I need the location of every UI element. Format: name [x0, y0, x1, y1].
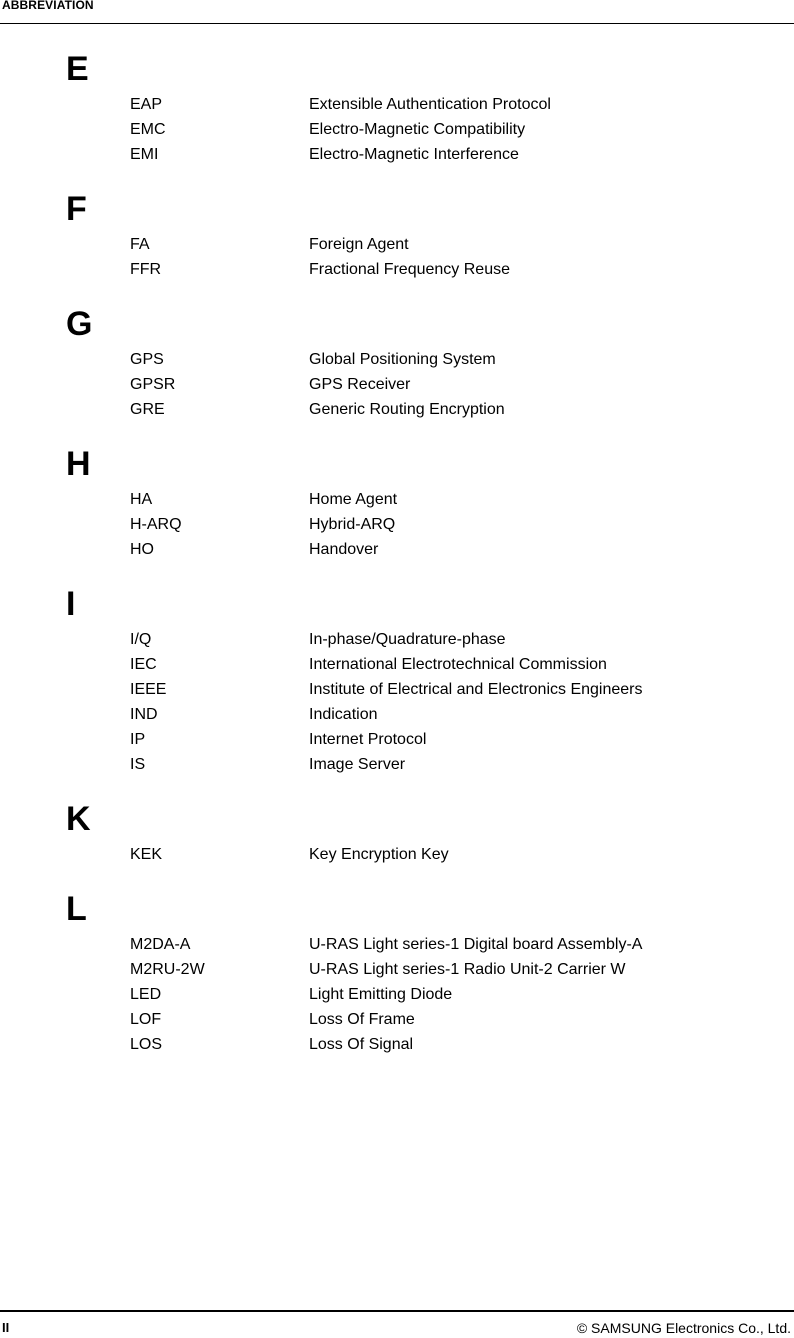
section-k — [0, 797, 794, 887]
abbreviation-term: H-ARQ — [130, 516, 182, 533]
abbreviation-entry — [0, 727, 794, 752]
abbreviation-entry — [0, 142, 794, 167]
section-f — [0, 187, 794, 302]
section-letter: H — [66, 445, 91, 483]
section-letter: F — [66, 190, 87, 228]
section-letter: E — [66, 50, 89, 88]
abbreviation-term: LOF — [130, 1011, 162, 1028]
abbreviation-term: EAP — [130, 96, 163, 113]
page-header — [0, 0, 794, 24]
abbreviation-definition: Electro-Magnetic Compatibility — [309, 121, 526, 138]
abbreviation-entry — [0, 627, 794, 652]
abbreviation-definition: International Electrotechnical Commission — [309, 656, 607, 673]
abbreviation-term: IND — [130, 706, 158, 723]
section-h — [0, 442, 794, 582]
abbreviation-definition: GPS Receiver — [309, 376, 411, 393]
abbreviation-definition: Global Positioning System — [309, 351, 496, 368]
abbreviation-entry — [0, 537, 794, 562]
abbreviation-definition: Light Emitting Diode — [309, 986, 453, 1003]
abbreviation-definition: Electro-Magnetic Interference — [309, 146, 519, 163]
section-spacer — [0, 422, 794, 442]
section-letter: I — [66, 585, 76, 623]
abbreviation-definition: Home Agent — [309, 491, 398, 508]
section-letter: G — [66, 305, 93, 343]
page-number: II — [2, 1320, 10, 1335]
abbreviation-term: M2RU-2W — [130, 961, 205, 978]
abbreviation-entry — [0, 397, 794, 422]
abbreviation-entry — [0, 92, 794, 117]
abbreviation-definition: Hybrid-ARQ — [309, 516, 396, 533]
abbreviation-entry — [0, 347, 794, 372]
abbreviation-entry — [0, 957, 794, 982]
abbreviation-definition: Extensible Authentication Protocol — [309, 96, 551, 113]
abbreviation-term: LOS — [130, 1036, 163, 1053]
page-footer — [0, 1310, 794, 1338]
abbreviation-definition: U-RAS Light series-1 Radio Unit-2 Carrier W — [309, 961, 626, 978]
section-l — [0, 887, 794, 1057]
abbreviation-term: EMC — [130, 121, 166, 138]
abbreviation-definition: Generic Routing Encryption — [309, 401, 505, 418]
abbreviation-term: GRE — [130, 401, 165, 418]
abbreviation-entry — [0, 232, 794, 257]
section-i — [0, 582, 794, 797]
abbreviation-term: M2DA-A — [130, 936, 191, 953]
abbreviation-definition: Fractional Frequency Reuse — [309, 261, 510, 278]
section-spacer — [0, 167, 794, 187]
abbreviation-entry — [0, 842, 794, 867]
abbreviation-definition: Internet Protocol — [309, 731, 427, 748]
abbreviation-definition: Loss Of Frame — [309, 1011, 415, 1028]
copyright-notice: © SAMSUNG Electronics Co., Ltd. — [576, 1320, 791, 1336]
abbreviation-entry — [0, 512, 794, 537]
abbreviation-entry — [0, 117, 794, 142]
abbreviation-definition: Image Server — [309, 756, 406, 773]
abbreviation-term: HO — [130, 541, 154, 558]
abbreviation-entry — [0, 932, 794, 957]
abbreviation-term: IS — [130, 756, 146, 773]
abbreviation-entry — [0, 1032, 794, 1057]
section-letter: K — [66, 800, 91, 838]
abbreviation-term: EMI — [130, 146, 159, 163]
abbreviation-entry — [0, 1007, 794, 1032]
section-spacer — [0, 777, 794, 797]
abbreviation-entry — [0, 702, 794, 727]
abbreviation-definition: Handover — [309, 541, 379, 558]
abbreviation-entry — [0, 257, 794, 282]
abbreviation-term: HA — [130, 491, 153, 508]
abbreviation-definition: U-RAS Light series-1 Digital board Assembly-A — [309, 936, 643, 953]
abbreviation-list — [0, 47, 794, 1057]
abbreviation-term: IP — [130, 731, 146, 748]
section-letter: L — [66, 890, 87, 928]
abbreviation-entry — [0, 487, 794, 512]
abbreviation-term: KEK — [130, 846, 163, 863]
abbreviation-definition: Indication — [309, 706, 378, 723]
abbreviation-term: I/Q — [130, 631, 152, 648]
abbreviation-definition: In-phase/Quadrature-phase — [309, 631, 506, 648]
section-spacer — [0, 867, 794, 887]
section-g — [0, 302, 794, 442]
section-spacer — [0, 282, 794, 302]
abbreviation-term: GPS — [130, 351, 164, 368]
abbreviation-entry — [0, 652, 794, 677]
header-title: ABBREVIATION — [2, 0, 94, 12]
abbreviation-term: IEEE — [130, 681, 167, 698]
abbreviation-term: FA — [130, 236, 150, 253]
section-spacer — [0, 562, 794, 582]
abbreviation-entry — [0, 677, 794, 702]
abbreviation-entry — [0, 752, 794, 777]
abbreviation-entry — [0, 982, 794, 1007]
abbreviation-definition: Key Encryption Key — [309, 846, 449, 863]
abbreviation-term: IEC — [130, 656, 157, 673]
abbreviation-term: FFR — [130, 261, 162, 278]
abbreviation-definition: Loss Of Signal — [309, 1036, 414, 1053]
abbreviation-term: LED — [130, 986, 162, 1003]
abbreviation-term: GPSR — [130, 376, 176, 393]
abbreviation-definition: Institute of Electrical and Electronics Engineers — [309, 681, 643, 698]
section-e — [0, 47, 794, 187]
abbreviation-entry — [0, 372, 794, 397]
abbreviation-definition: Foreign Agent — [309, 236, 409, 253]
